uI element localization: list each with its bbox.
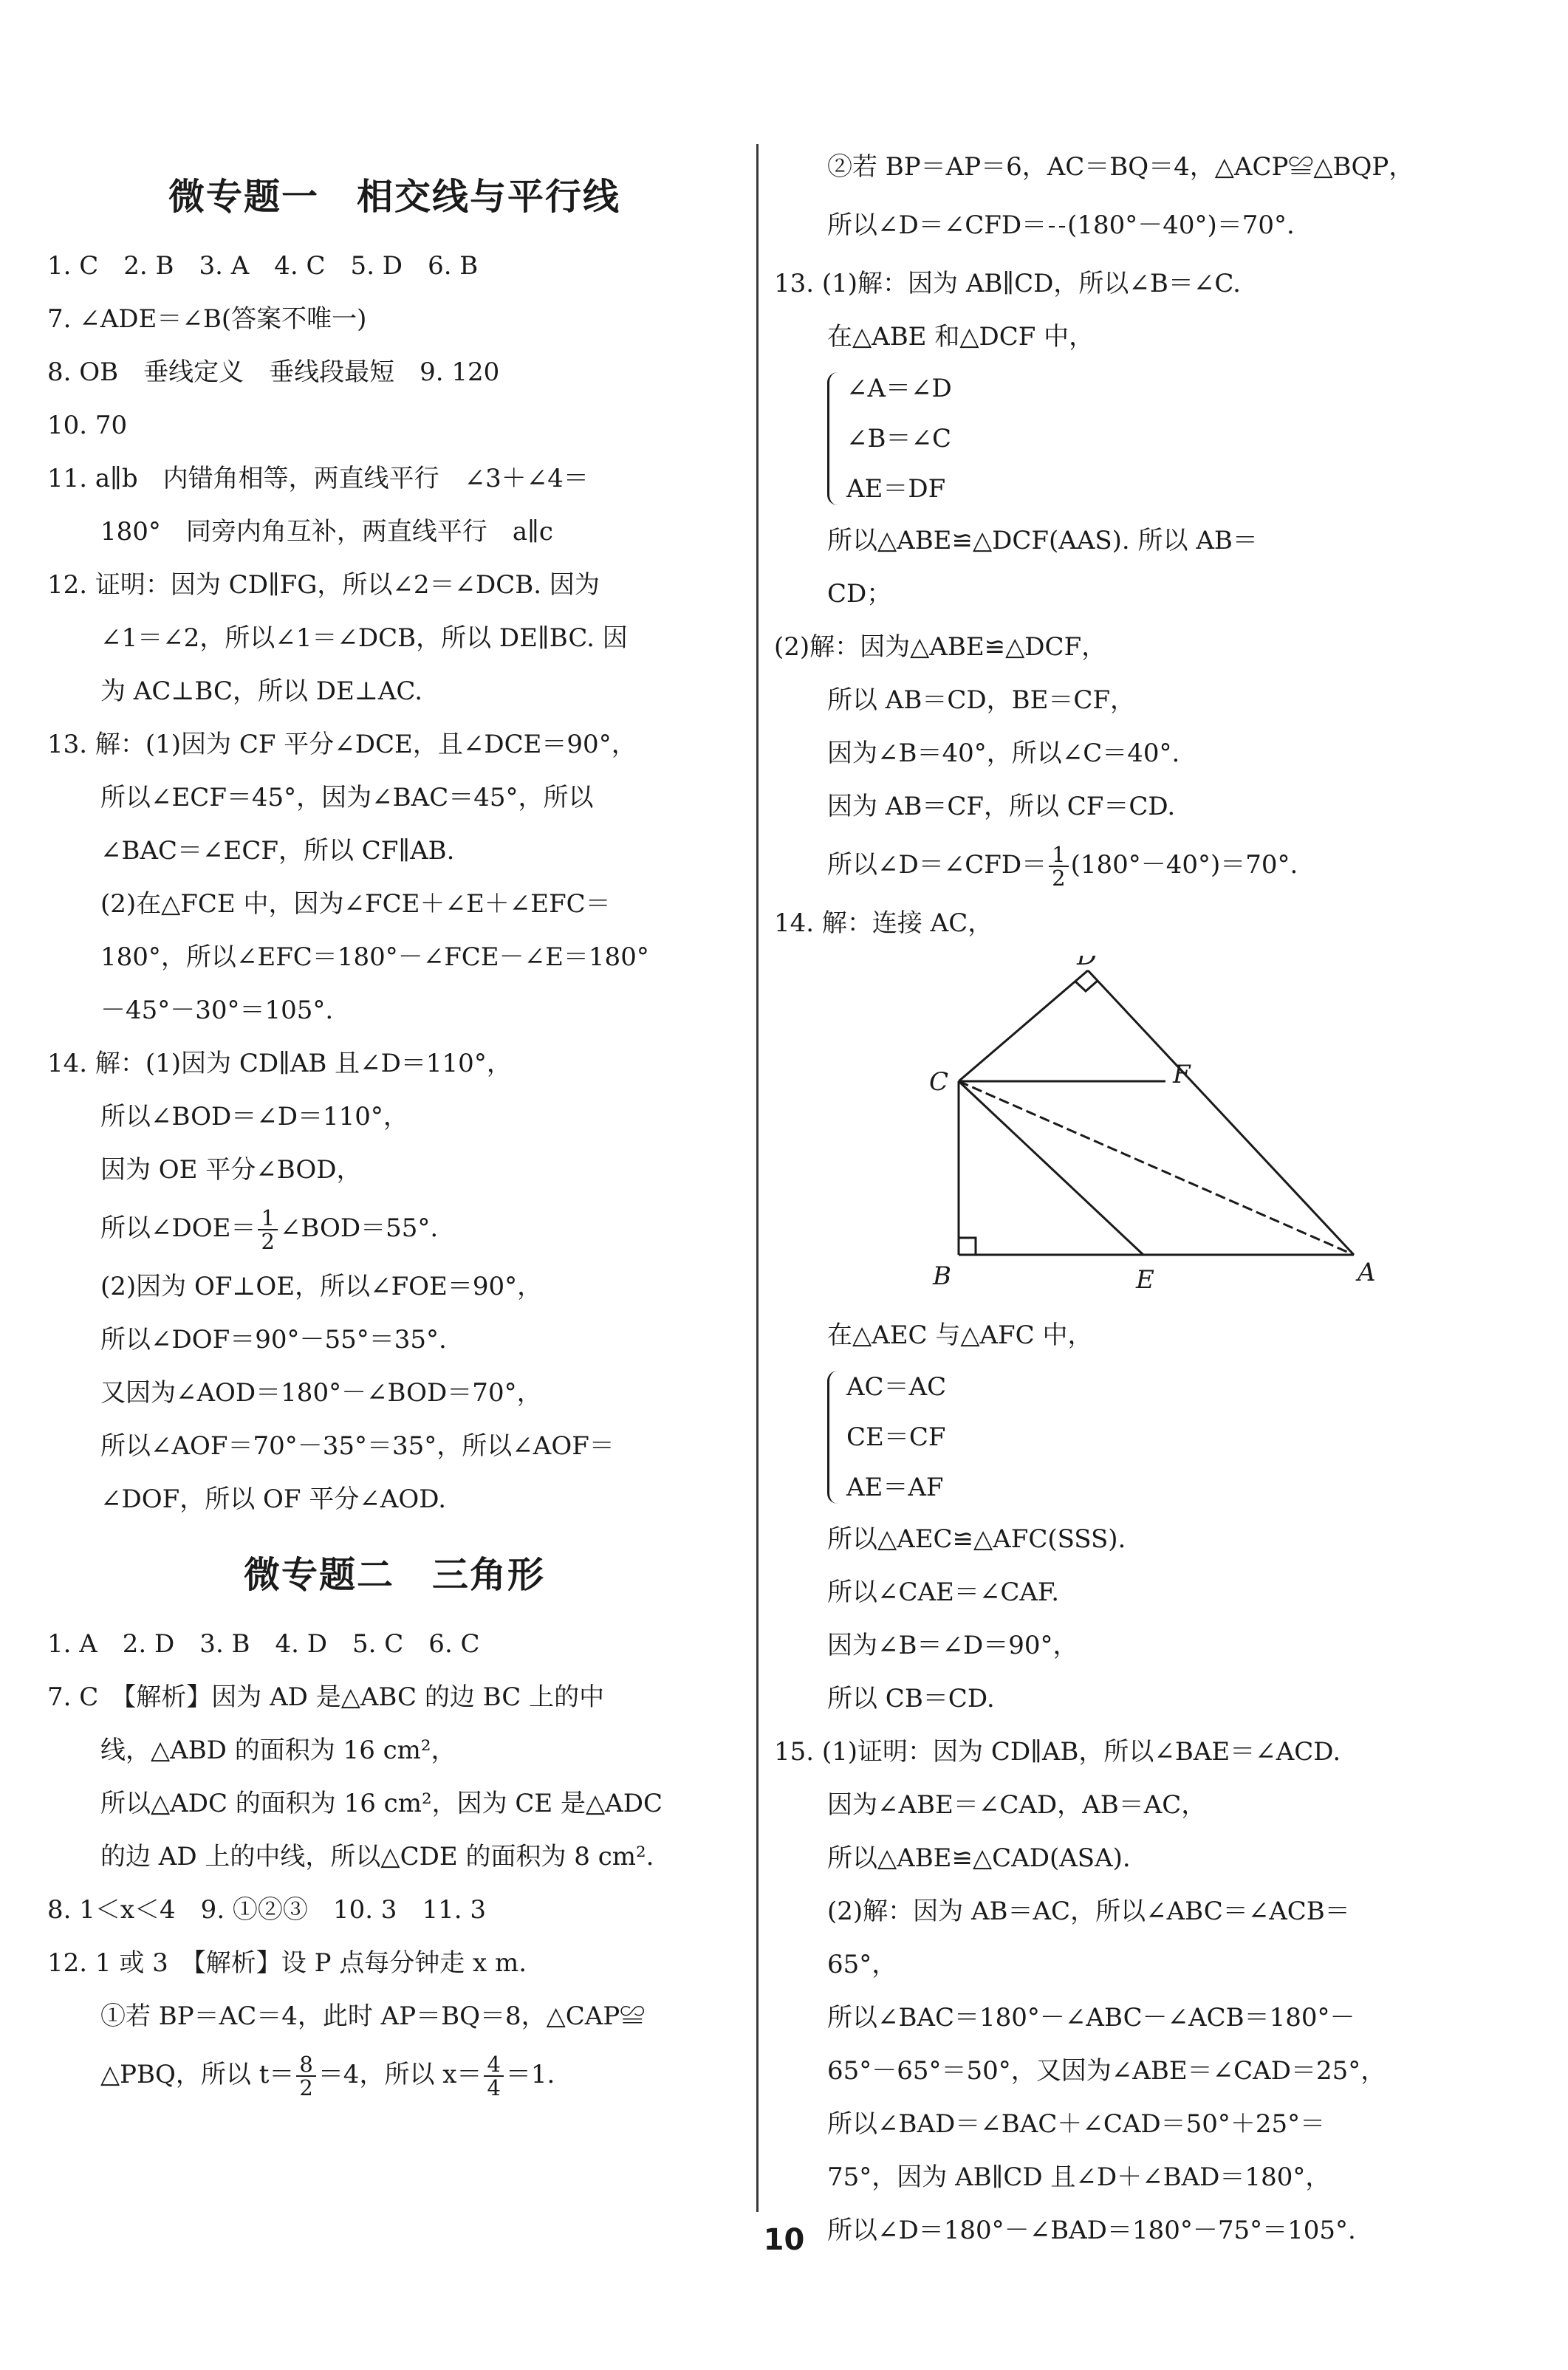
label-B: B — [933, 1261, 951, 1291]
fraction — [296, 2053, 315, 2100]
answer-line: (2)解：因为△ABE≌△DCF， — [774, 632, 1107, 662]
answer-line: 12. 1 或 3 【解析】设 P 点每分钟走 x m. — [47, 1948, 527, 1978]
label-A: A — [1358, 1258, 1376, 1287]
section2-title: 微专题二 三角形 — [243, 1554, 545, 1596]
equation: AE＝AF — [846, 1473, 944, 1502]
numerator — [1049, 226, 1055, 227]
left-column — [47, 148, 742, 2106]
label-E: E — [1136, 1265, 1154, 1295]
answer-line: 为 AC⊥BC，所以 DE⊥AC. — [100, 677, 423, 706]
answer-line: 1. C 2. B 3. A 4. C 5. D 6. B — [47, 251, 479, 281]
answer-line: 因为∠B＝40°，所以∠C＝40°. — [827, 739, 1180, 768]
answer-line: 的边 AD 上的中线，所以△CDE 的面积为 8 cm². — [100, 1842, 654, 1871]
numerator: 1 — [1049, 843, 1068, 867]
answer-line: 1. A 2. D 3. B 4. D 5. C 6. C — [47, 1629, 480, 1659]
right-column — [774, 140, 1520, 2257]
answer-line: 所以∠CAE＝∠CAF. — [827, 1578, 1060, 1607]
answer-line: 所以∠ECF＝45°，因为∠BAC＝45°，所以 — [100, 783, 594, 812]
answer-line: 所以 AB＝CD，BE＝CF， — [827, 685, 1136, 715]
answer-line: 65°， — [827, 1950, 897, 1979]
answer-line: 8. 1＜x＜4 9. ①②③ 10. 3 11. 3 — [47, 1895, 486, 1925]
denominator: 4 — [487, 2075, 501, 2100]
fraction-line — [774, 833, 1520, 897]
numerator: 8 — [296, 2053, 315, 2077]
label-F: F — [1173, 1060, 1191, 1089]
answer-line: 在△ABE 和△DCF 中， — [827, 322, 1095, 352]
answer-line: 15. (1)证明：因为 CD∥AB，所以∠BAE＝∠ACD. — [774, 1737, 1341, 1767]
answer-line: (2)在△FCE 中，因为∠FCE＋∠E＋∠EFC＝ — [100, 889, 611, 919]
segment-CD — [959, 970, 1088, 1081]
segment-CE — [959, 1081, 1143, 1255]
answer-line: 所以∠DOF＝90°－55°＝35°. — [100, 1325, 447, 1354]
right-angle-D — [1075, 981, 1098, 991]
answer-line: －45°－30°＝105°. — [100, 996, 334, 1025]
equation-system — [827, 1362, 1520, 1513]
text: 所以∠D＝∠CFD＝ — [827, 210, 1047, 240]
answer-line: 12. 证明：因为 CD∥FG，所以∠2＝∠DCB. 因为 — [47, 570, 600, 600]
answer-line: 所以∠D＝180°－∠BAD＝180°－75°＝105°. — [827, 2216, 1356, 2245]
fraction — [1049, 843, 1068, 890]
answer-line: 因为 AB＝CF，所以 CF＝CD. — [827, 792, 1176, 821]
answer-line: 11. a∥b 内错角相等，两直线平行 ∠3＋∠4＝ — [47, 464, 589, 493]
answer-line: 线，△ABD 的面积为 16 cm²， — [100, 1736, 456, 1765]
label-D: D — [1077, 956, 1098, 971]
equation: ∠A＝∠D — [846, 374, 952, 403]
answer-line: 因为 OE 平分∠BOD， — [100, 1155, 362, 1185]
answer-line: ∠DOF，所以 OF 平分∠AOD. — [100, 1484, 447, 1514]
text: ＝1. — [505, 2060, 555, 2089]
answer-line: 所以 CB＝CD. — [827, 1684, 995, 1713]
denominator: 2 — [1052, 866, 1066, 891]
answer-line: ∠1＝∠2，所以∠1＝∠DCB，所以 DE∥BC. 因 — [100, 623, 628, 653]
fraction — [1059, 226, 1065, 227]
fraction — [484, 2053, 503, 2100]
answer-line: 14. 解：(1)因为 CD∥AB 且∠D＝110°， — [47, 1049, 512, 1078]
text: (180°－40°)＝70°. — [1067, 210, 1295, 240]
answer-line: 所以△ABE≌△CAD(ASA). — [827, 1843, 1131, 1873]
answer-line: (2)因为 OF⊥OE，所以∠FOE＝90°， — [100, 1272, 543, 1301]
answer-line: CD； — [827, 579, 892, 609]
text: ＝4，所以 x＝ — [318, 2060, 482, 2089]
equation: AE＝DF — [846, 474, 946, 504]
answer-line: 又因为∠AOD＝180°－∠BOD＝70°， — [100, 1378, 542, 1408]
section1-title: 微专题一 相交线与平行线 — [168, 176, 620, 218]
fraction — [258, 1207, 277, 1253]
answer-line: ②若 BP＝AP＝6，AC＝BQ＝4，△ACP≌△BQP， — [827, 152, 1414, 182]
answer-line: 13. 解：(1)因为 CF 平分∠DCE，且∠DCE＝90°， — [47, 730, 637, 759]
numerator — [1059, 226, 1065, 227]
answer-line: 所以∠BAD＝∠BAC＋∠CAD＝50°＋25°＝ — [827, 2109, 1326, 2139]
answer-line: 因为∠ABE＝∠CAD，AB＝AC， — [827, 1790, 1207, 1820]
text: 所以∠D＝∠CFD＝ — [827, 850, 1047, 880]
numerator: 4 — [484, 2053, 503, 2077]
answer-line: 8. OB 垂线定义 垂线段最短 9. 120 — [47, 357, 500, 387]
answer-line: ①若 BP＝AC＝4，此时 AP＝BQ＝8，△CAP≌ — [100, 2001, 646, 2031]
denominator: 2 — [299, 2075, 313, 2100]
answer-line: 在△AEC 与△AFC 中， — [827, 1321, 1093, 1350]
page-number: 10 — [763, 2223, 805, 2257]
fraction-line — [47, 2043, 742, 2106]
answer-line: 65°－65°＝50°，又因为∠ABE＝∠CAD＝25°， — [827, 2056, 1386, 2086]
answer-line: 因为∠B＝∠D＝90°， — [827, 1631, 1078, 1660]
segment-CA — [959, 1081, 1354, 1255]
left-brace — [827, 372, 843, 505]
answer-line: ∠BAC＝∠ECF，所以 CF∥AB. — [100, 836, 455, 866]
right-angle-B — [959, 1238, 976, 1255]
fraction-line — [47, 1196, 742, 1260]
equation: ∠B＝∠C — [846, 424, 951, 453]
answer-line: 10. 70 — [47, 411, 128, 440]
left-brace — [827, 1371, 843, 1504]
equation: CE＝CF — [846, 1422, 946, 1452]
text: △PBQ，所以 t＝ — [100, 2060, 295, 2089]
column-divider — [756, 144, 759, 2212]
answer-line: 所以△ABE≌△DCF(AAS). 所以 AB＝ — [827, 526, 1258, 555]
numerator: 1 — [258, 1207, 277, 1230]
answer-line: 所以∠AOF＝70°－35°＝35°，所以∠AOF＝ — [100, 1431, 614, 1461]
answer-line: 7. C 【解析】因为 AD 是△ABC 的边 BC 上的中 — [47, 1682, 605, 1712]
denominator: 2 — [261, 1229, 275, 1254]
answer-line: 180° 同旁内角互补，两直线平行 a∥c — [100, 517, 553, 547]
segment-DA — [1088, 970, 1354, 1255]
answer-line: 所以△AEC≌△AFC(SSS). — [827, 1524, 1126, 1554]
equation-system — [827, 363, 1520, 514]
geometry-figure — [914, 956, 1446, 1303]
answer-line: (2)解：因为 AB＝AC，所以∠ABC＝∠ACB＝ — [827, 1897, 1350, 1926]
answer-line: 75°，因为 AB∥CD 且∠D＋∠BAD＝180°， — [827, 2162, 1331, 2192]
text: (180°－40°)＝70°. — [1070, 850, 1298, 880]
answer-line: 所以∠BAC＝180°－∠ABC－∠ACB＝180°－ — [827, 2003, 1355, 2032]
answer-line: 14. 解：连接 AC， — [774, 908, 993, 938]
text: ∠BOD＝55°. — [279, 1213, 439, 1243]
fraction-line — [774, 193, 1520, 257]
text: 所以∠DOE＝ — [100, 1213, 256, 1243]
label-C: C — [929, 1067, 949, 1097]
answer-line: 所以∠BOD＝∠D＝110°， — [100, 1102, 408, 1131]
answer-line: 所以△ADC 的面积为 16 cm²，因为 CE 是△ADC — [100, 1789, 663, 1818]
answer-line: 13. (1)解：因为 AB∥CD，所以∠B＝∠C. — [774, 269, 1241, 298]
equation: AC＝AC — [846, 1372, 947, 1402]
answer-line: 180°，所以∠EFC＝180°－∠FCE－∠E＝180° — [100, 942, 649, 972]
answer-line: 7. ∠ADE＝∠B(答案不唯一) — [47, 304, 367, 334]
fraction — [1049, 226, 1055, 227]
